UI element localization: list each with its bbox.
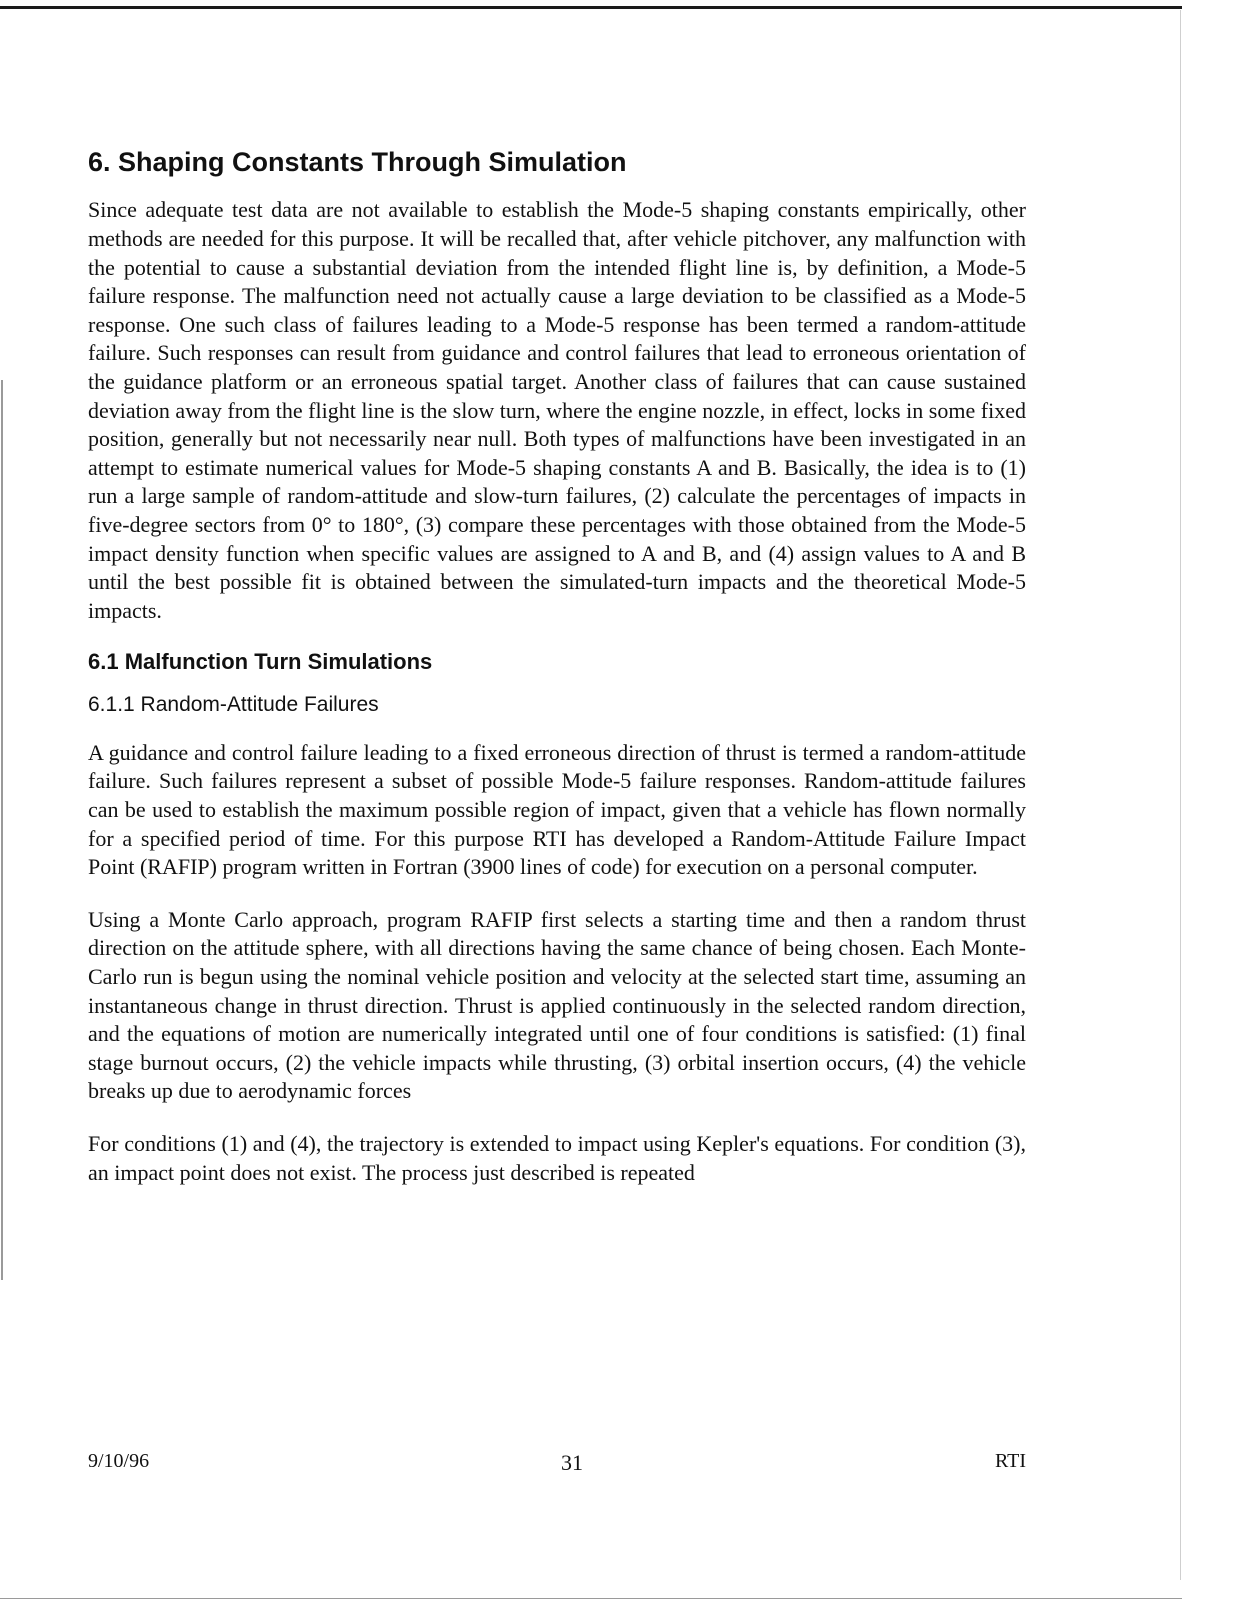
left-page-edge (1, 380, 3, 1280)
footer-page-number: 31 (561, 1450, 584, 1475)
section-title: 6. Shaping Constants Through Simulation (88, 147, 627, 177)
section-paragraph: Since adequate test data are not available to establish the Mode-5 shaping constants empirically, other methods are needed for this purpose. It will be recalled that, after vehicle pitchover, any malfunction with the potential to cause a substantial deviation from the intended flight line is, by definition, a Mode-5 failure response. The malfunction need not actually cause a large deviation to be classified as a Mode-5 response. One such class of failures leading to a Mode-5 response has been termed a random-attitude failure. Such responses can result from guidance and control failures that lead to erroneous orientation of the guidance platform or an erroneous spatial target. Another class of failures that can cause sustained deviation away from the flight line is the slow turn, where the engine nozzle, in effect, locks in some fixed position, generally but not necessarily near null. Both types of malfunctions have been investigated in an attempt to estimate numerical values for Mode-5 shaping constants A and B. Basically, the idea is to (1) run a large sample of random-attitude and slow-turn failures, (2) calculate the percentages of impacts in five-degree sectors from 0° to 180°, (3) compare these percentages with those obtained from the Mode-5 impact density function when specific values are assigned to A and B, and (4) assign values to A and B until the best possible fit is obtained between the simulated-turn impacts and the theoretical Mode-5 impacts. (88, 197, 1026, 623)
footer-date: 9/10/96 (88, 1450, 150, 1472)
page-content (88, 146, 1026, 1211)
right-page-edge (1180, 10, 1181, 1580)
subsubsection-title: 6.1.1 Random-Attitude Failures (88, 692, 379, 716)
bottom-rule (0, 1598, 1182, 1599)
top-rule (0, 6, 1182, 9)
body-paragraph-3: For conditions (1) and (4), the trajectory is extended to impact using Kepler's equations. For condition (3), an impact point does not exist. The process just described is repeated (88, 1131, 1026, 1185)
page-footer (88, 1450, 1026, 1476)
body-paragraph-1: A guidance and control failure leading to a fixed erroneous direction of thrust is termed a random-attitude failure. Such failures represent a subset of possible Mode-5 failure responses. Random-attitude failures can be used to establish the maximum possible region of impact, given that a vehicle has flown normally for a specified period of time. For this purpose RTI has developed a Random-Attitude Failure Impact Point (RAFIP) program written in Fortran (3900 lines of code) for execution on a personal computer. (88, 739, 1026, 880)
body-paragraph-2: Using a Monte Carlo approach, program RAFIP first selects a starting time and then a random thrust direction on the attitude sphere, with all directions having the same chance of being chosen. Each Monte-Carlo run is begun using the nominal vehicle position and velocity at the selected start time, assuming an instantaneous change in thrust direction. Thrust is applied continuously in the selected random direction, and the equations of motion are numerically integrated until one of four conditions is satisfied: (1) final stage burnout occurs, (2) the vehicle impacts while thrusting, (3) orbital insertion occurs, (4) the vehicle breaks up due to aerodynamic forces (88, 906, 1026, 1104)
subsection-title: 6.1 Malfunction Turn Simulations (88, 649, 433, 675)
footer-organization: RTI (994, 1450, 1026, 1472)
